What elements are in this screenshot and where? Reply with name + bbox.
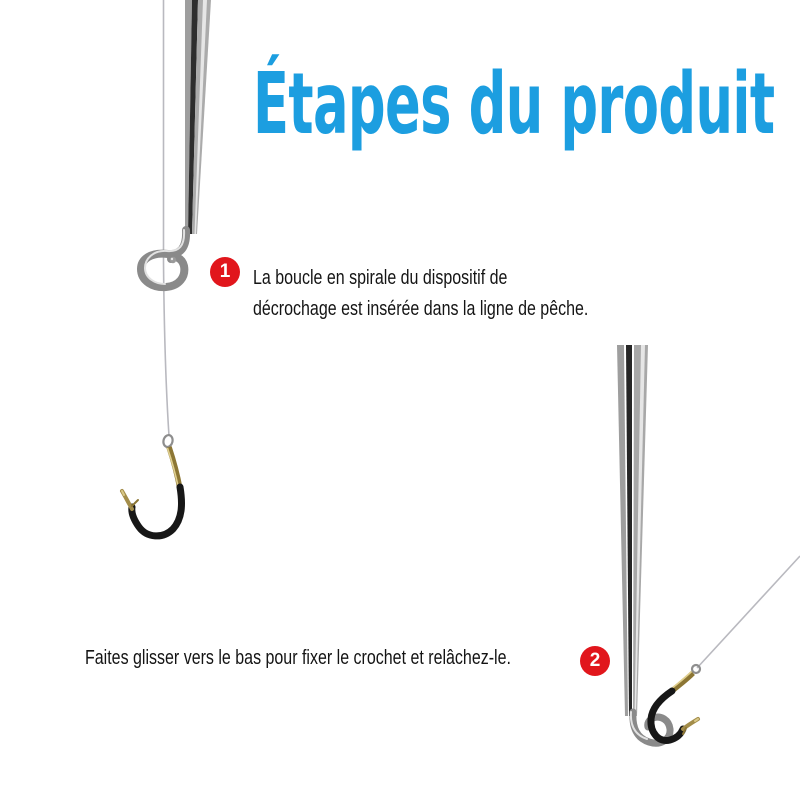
page-title: Étapes du produit (253, 55, 775, 154)
step-2-number: 2 (589, 650, 601, 671)
release-tool-icon (617, 345, 670, 743)
step-1-number: 1 (219, 261, 231, 282)
hook-icon (651, 665, 700, 741)
step-1-line-1: La boucle en spirale du dispositif de (253, 267, 508, 289)
step1-illustration (122, 0, 211, 536)
fishing-line-icon (164, 0, 170, 436)
step2-illustration (617, 345, 800, 743)
step-1-line-2: décrochage est insérée dans la ligne de pêche. (253, 298, 589, 320)
step-1-badge (210, 257, 240, 287)
fishing-line-icon (697, 556, 800, 668)
step-1-description (253, 263, 588, 325)
hook-icon (122, 434, 182, 536)
step-2-description: Faites glisser vers le bas pour fixer le crochet et relâchez-le. (85, 647, 511, 669)
release-tool-icon (141, 0, 211, 287)
step-2-badge (580, 646, 610, 676)
